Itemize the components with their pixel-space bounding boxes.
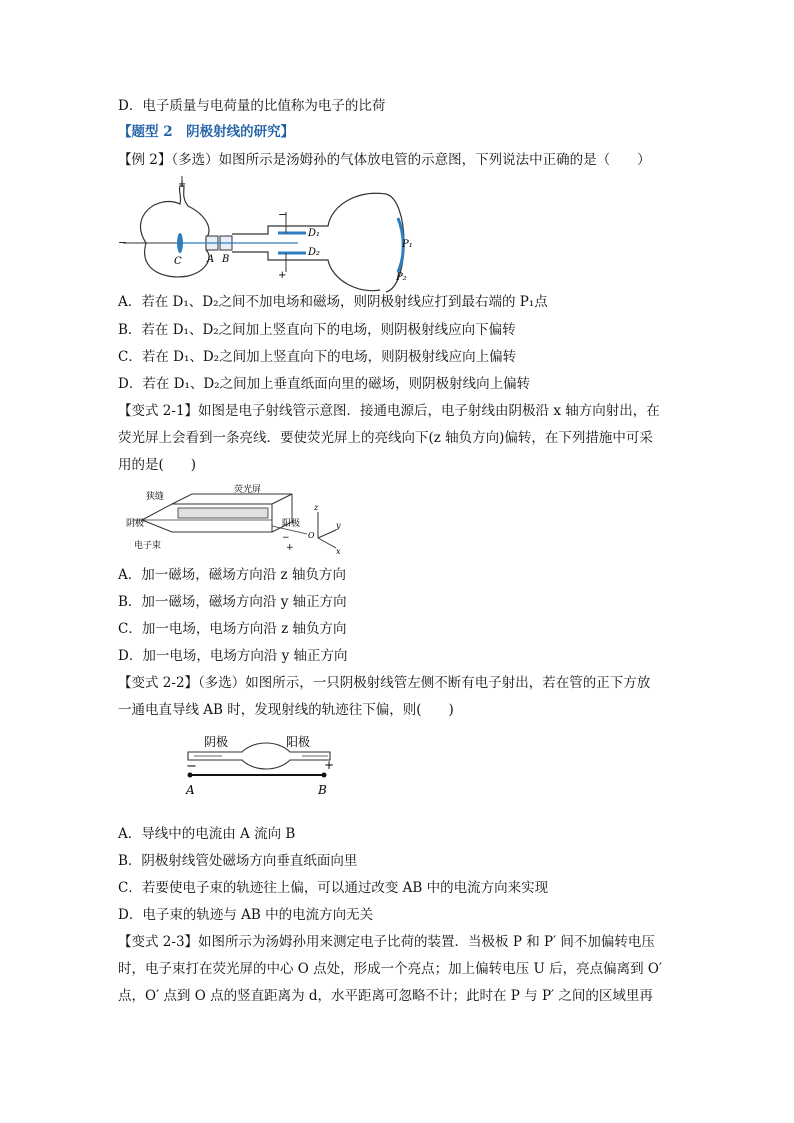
label-d2: D₂ xyxy=(308,247,321,258)
section-heading: 【题型 2 阴极射线的研究】 xyxy=(118,124,295,140)
variant-2-2-option-c: C．若要使电子束的轨迹往上偏，可以通过改变 AB 中的电流方向来实现 xyxy=(118,880,549,896)
variant-2-1-option-d: D．加一电场，电场方向沿 y 轴正方向 xyxy=(118,648,348,664)
minus-left-label: − xyxy=(118,236,128,249)
label-p1: P₁ xyxy=(402,239,413,250)
variant-2-3-question-line1: 【变式 2-3】如图所示为汤姆孙用来测定电子比荷的装置．当极板 P 和 P′ 间不加偏转电压 xyxy=(118,934,655,950)
screen-label: 荧光屏 xyxy=(234,485,262,495)
discharge-tube-figure xyxy=(118,176,413,283)
axis-z-label: z xyxy=(314,503,319,512)
label-c: C xyxy=(174,256,182,267)
variant-2-3-question-line2: 时，电子束打在荧光屏的中心 O 点处，形成一个亮点；加上偏转电压 U 后，亮点偏离到 O′ xyxy=(118,961,663,977)
label-a: A xyxy=(207,254,215,265)
variant-2-2-question-line1: 【变式 2-2】（多选）如图所示，一只阴极射线管左侧不断有电子射出，若在管的正下方放 xyxy=(118,675,651,691)
label-b: B xyxy=(222,254,230,265)
fig2-plus-label: + xyxy=(286,543,294,553)
option-d-statement: D．电子质量与电荷量的比值称为电子的比荷 xyxy=(118,98,386,114)
variant-2-2-option-d: D．电子束的轨迹与 AB 中的电流方向无关 xyxy=(118,907,374,923)
anode-label: 阳极 xyxy=(282,519,301,529)
axis-y-line xyxy=(318,530,336,538)
variant-2-1-question-line1: 【变式 2-1】如图是电子射线管示意图．接通电源后，电子射线由阴极沿 x 轴方向射出，在 xyxy=(118,403,660,419)
fig2-minus-label: − xyxy=(282,533,290,543)
fig3-label-a: A xyxy=(186,783,195,797)
screen-plate xyxy=(178,508,268,518)
variant-2-1-option-c: C．加一电场，电场方向沿 z 轴负方向 xyxy=(118,621,347,637)
example-2-option-a: A．若在 D₁、D₂之间不加电场和磁场，则阴极射线应打到最右端的 P₁点 xyxy=(118,294,548,310)
anode-label: 阳极 xyxy=(286,735,311,749)
axis-x-label: x xyxy=(336,547,341,556)
example-2-option-d: D．若在 D₁、D₂之间加上垂直纸面向里的磁场，则阴极射线向上偏转 xyxy=(118,376,531,392)
variant-2-3-question-line3: 点，O′ 点到 O 点的竖直距离为 d，水平距离可忽略不计；此时在 P 与 P′ 之间的区域里再 xyxy=(118,988,653,1004)
example-2-option-c: C．若在 D₁、D₂之间加上竖直向下的电场，则阴极射线应向上偏转 xyxy=(118,349,517,365)
cathode-ray-wire-figure xyxy=(182,730,342,798)
beam-label: 电子束 xyxy=(134,541,162,551)
plus-top-label: + xyxy=(178,179,187,190)
fig3-plus-label: + xyxy=(324,758,335,772)
variant-2-1-option-b: B．加一磁场，磁场方向沿 y 轴正方向 xyxy=(118,594,347,610)
fig3-minus-label: − xyxy=(186,759,197,774)
slit-label: 狭缝 xyxy=(146,492,165,502)
variant-2-2-option-a: A．导线中的电流由 A 流向 B xyxy=(118,826,296,842)
variant-2-1-question-line2: 荧光屏上会看到一条亮线．要使荧光屏上的亮线向下(z 轴负方向)偏转，在下列措施中可采 xyxy=(118,430,653,446)
fig3-label-b: B xyxy=(318,783,327,797)
variant-2-1-option-a: A．加一磁场，磁场方向沿 z 轴负方向 xyxy=(118,567,346,583)
label-p2: P₂ xyxy=(396,272,407,283)
label-d1: D₁ xyxy=(308,228,321,239)
origin-label: O xyxy=(308,531,315,540)
example-2-option-b: B．若在 D₁、D₂之间加上竖直向下的电场，则阴极射线应向下偏转 xyxy=(118,322,516,338)
cathode-label: 阴极 xyxy=(126,519,145,529)
axis-x-line xyxy=(318,538,336,548)
electron-ray-tube-figure xyxy=(122,486,342,556)
axis-y-label: y xyxy=(336,521,341,530)
example-2-question: 【例 2】（多选）如图所示是汤姆孙的气体放电管的示意图，下列说法中正确的是（ ） xyxy=(118,152,651,168)
cathode-label: 阴极 xyxy=(204,735,229,749)
variant-2-2-question-line2: 一通电直导线 AB 时，发现射线的轨迹往下偏，则( ) xyxy=(118,702,454,718)
minus-d-label: − xyxy=(278,208,288,221)
variant-2-2-option-b: B．阴极射线管处磁场方向垂直纸面向里 xyxy=(118,853,358,869)
variant-2-1-question-line3: 用的是( ) xyxy=(118,457,197,473)
point-b xyxy=(322,773,327,778)
plus-bottom-label: + xyxy=(278,270,287,281)
